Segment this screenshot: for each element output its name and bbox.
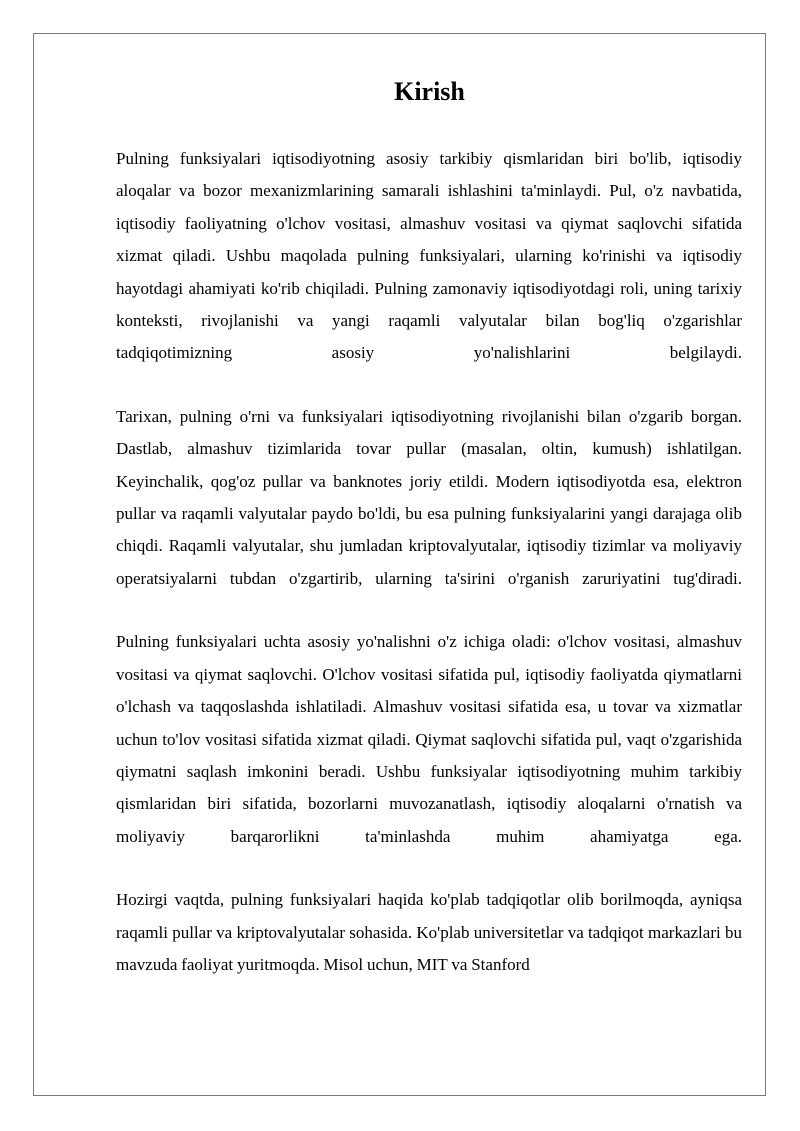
document-body xyxy=(116,143,742,1012)
paragraph-introduction: Pulning funksiyalari iqtisodiyotning asosiy tarkibiy qismlaridan biri bo'lib, iqtisodiy aloqalar va bozor mexanizmlarining samarali ishlashini ta'minlaydi. Pul, o'z navbatida, iqtisodiy faoliyatning o'lchov vositasi, almashuv vositasi va qiymat saqlovchi sifatida xizmat qiladi. Ushbu maqolada pulning funksiyalari, ularning ko'rinishi va iqtisodiy hayotdagi ahamiyati ko'rib chiqiladi. Pulning zamonaviy iqtisodiyotdagi roli, uning tarixiy konteksti, rivojlanishi va yangi raqamli valyutalar bilan bog'liq o'zgarishlar tadqiqotimizning asosiy yo'nalishlarini belgilaydi. xyxy=(116,149,742,363)
paragraph-functions: Pulning funksiyalari uchta asosiy yo'nalishni o'z ichiga oladi: o'lchov vositasi, almashuv vositasi va qiymat saqlovchi. O'lchov vositasi sifatida pul, iqtisodiy faoliyatda qiymatlarni o'lchash va taqqoslashda ishlatiladi. Almashuv vositasi sifatida esa, u tovar va xizmatlar uchun to'lov vositasi sifatida xizmat qiladi. Qiymat saqlovchi sifatida pul, vaqt o'zgarishida qiymatni saqlash imkonini beradi. Ushbu funksiyalar iqtisodiyotning muhim tarkibiy qismlaridan biri sifatida, bozorlarni muvozanatlash, iqtisodiy aloqalarni o'rnatish va moliyaviy barqarorlikni ta'minlashda muhim ahamiyatga ega. xyxy=(116,632,742,846)
paragraph-research: Hozirgi vaqtda, pulning funksiyalari haqida ko'plab tadqiqotlar olib borilmoqda, ayniqsa raqamli pullar va kriptovalyutalar sohasida. Ko'plab universitetlar va tadqiqot markazlari bu mavzuda faoliyat yuritmoqda. Misol uchun, MIT va Stanford xyxy=(116,890,742,974)
paragraph-history: Tarixan, pulning o'rni va funksiyalari iqtisodiyotning rivojlanishi bilan o'zgarib borgan. Dastlab, almashuv tizimlarida tovar pullar (masalan, oltin, kumush) ishlatilgan. Keyinchalik, qog'oz pullar va banknotes joriy etildi. Modern iqtisodiyotda esa, elektron pullar va raqamli valyutalar paydo bo'ldi, bu esa pulning funksiyalarini yangi darajaga olib chiqdi. Raqamli valyutalar, shu jumladan kriptovalyutalar, iqtisodiy tizimlar va moliyaviy operatsiyalarni tubdan o'zgartirib, ularning ta'sirini o'rganish zaruriyatini tug'diradi. xyxy=(116,406,742,588)
page-title: Kirish xyxy=(394,77,465,106)
